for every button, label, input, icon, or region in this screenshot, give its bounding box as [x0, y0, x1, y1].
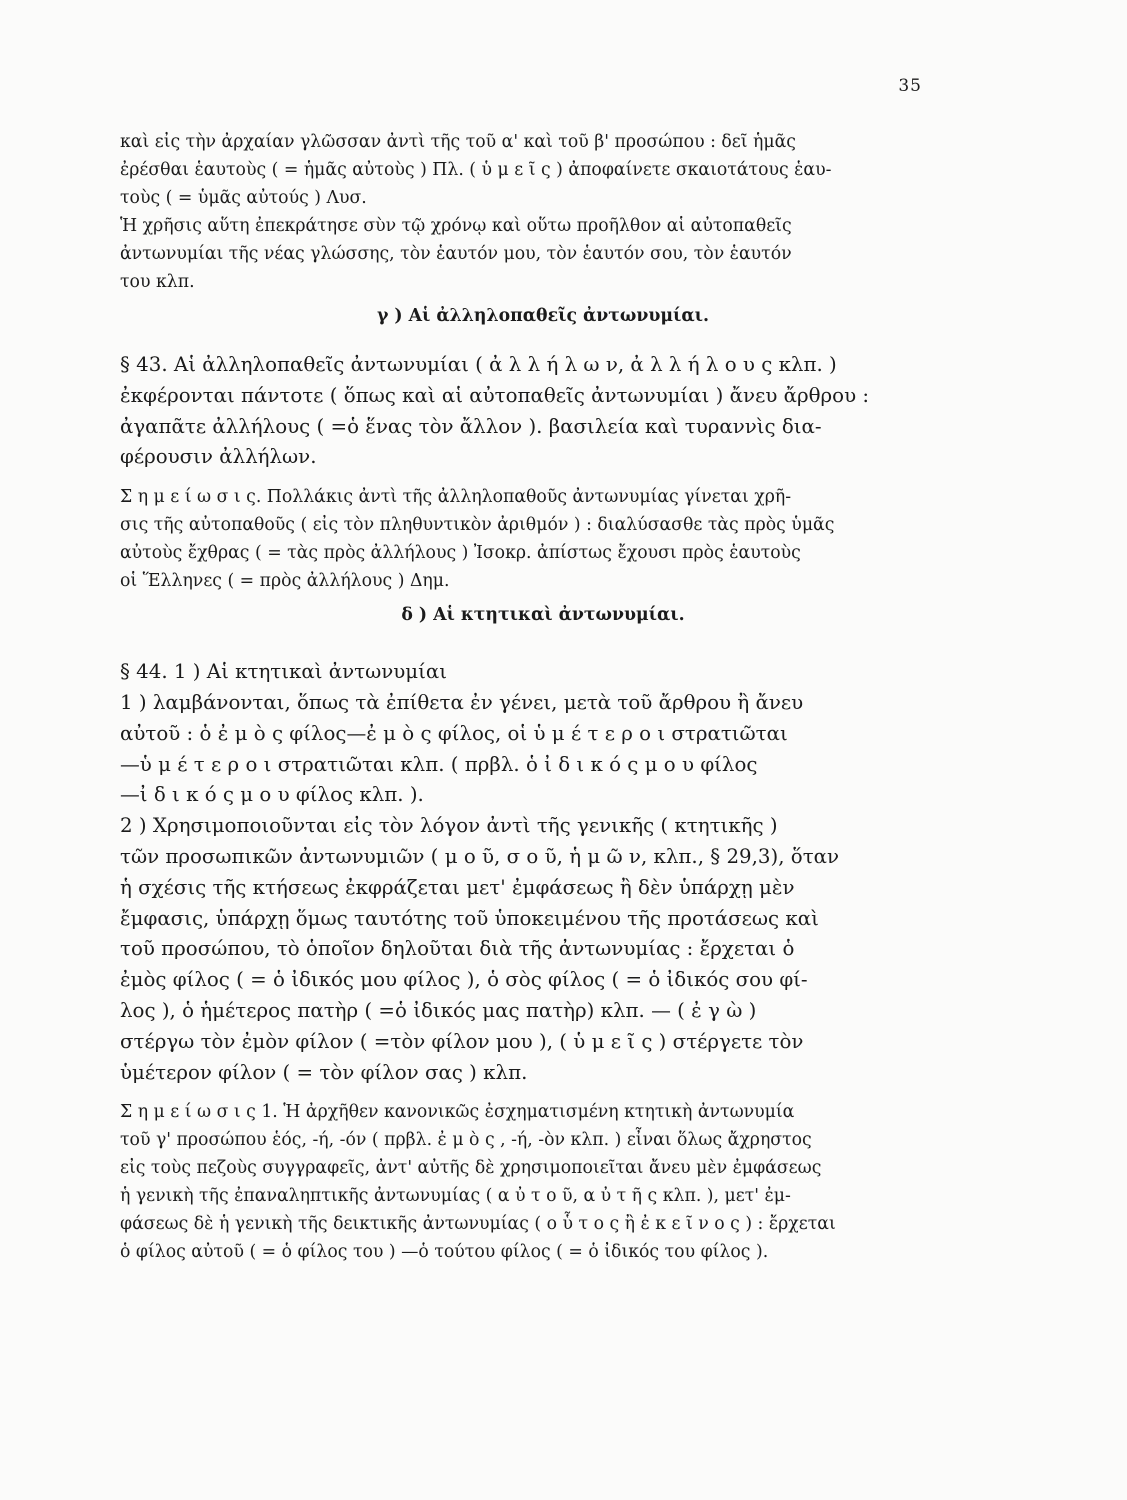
text-line: Ἡ χρῆσις αὕτη ἐπεκράτησε σὺν τῷ χρόνῳ καὶ οὕτω προῆλθον αἱ αὐτοπαθεῖς — [120, 216, 792, 236]
paragraph-line: ἐμὸς φίλος ( = ὁ ἰδικός μου φίλος ), ὁ σὸς φίλος ( = ὁ ἰδικός σου φί- — [120, 968, 808, 992]
paragraph-line: ἀγαπᾶτε ἀλλήλους ( =ὁ ἕνας τὸν ἄλλον ). βασιλεία καὶ τυραννὶς δια- — [120, 414, 822, 438]
section-heading: γ ) Αἱ ἀλληλοπαθεῖς ἀντωνυμίαι. — [376, 306, 710, 326]
section-heading: δ ) Αἱ κτητικαὶ ἀντωνυμίαι. — [401, 605, 685, 626]
paragraph-line: 2 ) Χρησιμοποιοῦνται εἰς τὸν λόγον ἀντὶ τῆς γενικῆς ( κτητικῆς ) — [120, 814, 778, 838]
note-line: εἰς τοὺς πεζοὺς συγγραφεῖς, ἀντ' αὐτῆς δὲ χρησιμοποιεῖται ἄνευ μὲν ἐμφάσεως — [120, 1158, 822, 1179]
paragraph-line: φέρουσιν ἀλλήλων. — [120, 445, 317, 469]
note-line: ἡ γενικὴ τῆς ἐπαναληπτικῆς ἀντωνυμίας ( α ὐ τ ο ῦ, α ὐ τ ῆ ς κλπ. ), μετ' ἐμ- — [120, 1186, 791, 1207]
note-line: σις τῆς αὐτοπαθοῦς ( εἰς τὸν πληθυντικὸν ἀριθμόν ) : διαλύσασθε τὰς πρὸς ὑμᾶς — [120, 515, 835, 536]
paragraph-line: ὑμέτερον φίλον ( = τὸν φίλον σας ) κλπ. — [120, 1060, 528, 1084]
paragraph-line: —ὑ μ έ τ ε ρ ο ι στρατιῶται κλπ. ( πρβλ. ὁ ἰ δ ι κ ό ς μ ο υ φίλος — [120, 752, 758, 776]
note-line: τοῦ γ' προσώπου ἑός, -ή, -όν ( πρβλ. ἐ μ ὸ ς , -ή, -ὸν κλπ. ) εἶναι ὅλως ἄχρηστος — [120, 1130, 812, 1151]
text-line: καὶ εἰς τὴν ἀρχαίαν γλῶσσαν ἀντὶ τῆς τοῦ α' καὶ τοῦ β' προσώπου : δεῖ ἡμᾶς — [120, 132, 796, 152]
paragraph-line: τοῦ προσώπου, τὸ ὁποῖον δηλοῦται διὰ τῆς ἀντωνυμίας : ἔρχεται ὁ — [120, 937, 795, 961]
paragraph-line: 1 ) λαμβάνονται, ὅπως τὰ ἐπίθετα ἐν γένει, μετὰ τοῦ ἄρθρου ἢ ἄνευ — [120, 690, 804, 714]
paragraph-line: ἐκφέρονται πάντοτε ( ὅπως καὶ αἱ αὐτοπαθεῖς ἀντωνυμίαι ) ἄνευ ἄρθρου : — [120, 383, 870, 407]
note-line: αὐτοὺς ἔχθρας ( = τὰς πρὸς ἀλλήλους ) Ἰσοκρ. ἀπίστως ἔχουσι πρὸς ἑαυτοὺς — [120, 543, 801, 564]
page-number: 35 — [898, 76, 922, 96]
note-line: Σ η μ ε ί ω σ ι ς. Πολλάκις ἀντὶ τῆς ἀλληλοπαθοῦς ἀντωνυμίας γίνεται χρῆ- — [120, 487, 792, 508]
note-line: Σ η μ ε ί ω σ ι ς 1. Ἡ ἀρχῆθεν κανονικῶς ἐσχηματισμένη κτητικὴ ἀντωνυμία — [120, 1102, 795, 1123]
text-line: του κλπ. — [120, 272, 195, 292]
text-line: ἐρέσθαι ἑαυτοὺς ( = ἡμᾶς αὐτοὺς ) Πλ. ( ὑ μ ε ῖ ς ) ἀποφαίνετε σκαιοτάτους ἑαυ- — [120, 160, 832, 180]
paragraph-line: § 44. 1 ) Αἱ κτητικαὶ ἀντωνυμίαι — [120, 660, 447, 684]
paragraph-line: τῶν προσωπικῶν ἀντωνυμιῶν ( μ ο ῦ, σ ο ῦ, ἡ μ ῶ ν, κλπ., § 29,3), ὅταν — [120, 844, 840, 868]
note-line: οἱ Ἕλληνες ( = πρὸς ἀλλήλους ) Δημ. — [120, 571, 450, 592]
paragraph-line: ἔμφασις, ὑπάρχῃ ὅμως ταυτότης τοῦ ὑποκειμένου τῆς προτάσεως καὶ — [120, 906, 819, 930]
note-line: φάσεως δὲ ἡ γενικὴ τῆς δεικτικῆς ἀντωνυμίας ( ο ὗ τ ο ς ἢ ἐ κ ε ῖ ν ο ς ) : ἔρχεται — [120, 1214, 836, 1235]
note-line: ὁ φίλος αὐτοῦ ( = ὁ φίλος του ) —ὁ τούτου φίλος ( = ὁ ἰδικός του φίλος ). — [120, 1242, 769, 1263]
paragraph-line: στέργω τὸν ἐμὸν φίλον ( =τὸν φίλον μου ), ( ὑ μ ε ῖ ς ) στέργετε τὸν — [120, 1029, 804, 1053]
paragraph-line: —ἰ δ ι κ ό ς μ ο υ φίλος κλπ. ). — [120, 783, 424, 807]
paragraph-line: λος ), ὁ ἡμέτερος πατὴρ ( =ὁ ἰδικός μας πατὴρ) κλπ. — ( ἐ γ ὼ ) — [120, 998, 757, 1022]
text-line: ἀντωνυμίαι τῆς νέας γλώσσης, τὸν ἑαυτόν μου, τὸν ἑαυτόν σου, τὸν ἑαυτόν — [120, 244, 792, 264]
paragraph-line: αὐτοῦ : ὁ ἐ μ ὸ ς φίλος—ἐ μ ὸ ς φίλος, οἱ ὑ μ έ τ ε ρ ο ι στρατιῶται — [120, 721, 788, 745]
page-body — [120, 128, 926, 1266]
paragraph-line: ἡ σχέσις τῆς κτήσεως ἐκφράζεται μετ' ἐμφάσεως ἢ δὲν ὑπάρχῃ μὲν — [120, 875, 795, 899]
paragraph-line: § 43. Αἱ ἀλληλοπαθεῖς ἀντωνυμίαι ( ἀ λ λ ή λ ω ν, ἀ λ λ ή λ ο υ ς κλπ. ) — [120, 353, 837, 376]
text-line: τοὺς ( = ὑμᾶς αὐτούς ) Λυσ. — [120, 188, 367, 208]
